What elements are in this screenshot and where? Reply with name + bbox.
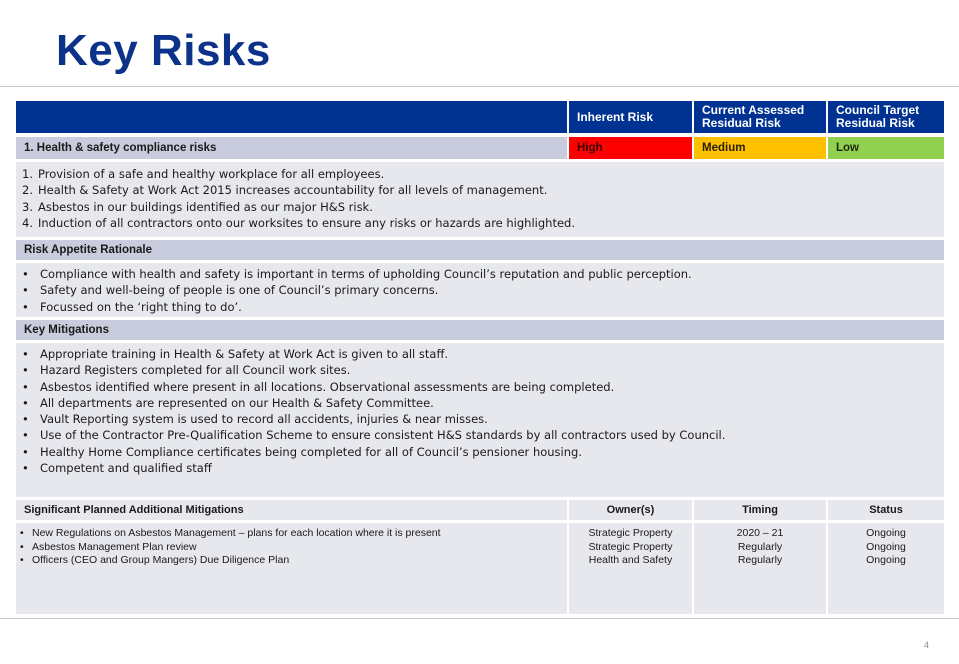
header-current-line2: Residual Risk (702, 116, 781, 130)
planned-heading-label: Significant Planned Additional Mitigations (24, 504, 244, 516)
mitigations-body (16, 343, 944, 497)
list-item: • Use of the Contractor Pre-Qualification Scheme to ensure consistent H&S standards by all contractors used by Council. (22, 428, 726, 443)
timing-value: Regularly (737, 540, 783, 553)
header-target-risk (828, 101, 944, 133)
footer-divider (0, 618, 959, 619)
timing-heading (694, 500, 826, 520)
list-item: 1. Provision of a safe and healthy workplace for all employees. (22, 167, 385, 181)
list-item: • Safety and well-being of people is one of Council’s primary concerns. (22, 283, 439, 298)
list-item: • Healthy Home Compliance certificates being completed for all of Council’s pensioner housing. (22, 444, 582, 459)
table-row: • Asbestos Management Plan review (20, 540, 197, 553)
status-value: Ongoing (866, 540, 906, 553)
list-item: • Compliance with health and safety is important in terms of upholding Council’s reputation and public perception. (22, 267, 692, 281)
risk-name (16, 137, 567, 159)
page-number: 4 (923, 640, 929, 650)
header-current-line1: Current Assessed (702, 103, 805, 117)
appetite-heading (16, 240, 944, 260)
list-item: • Appropriate training in Health & Safety at Work Act is given to all staff. (22, 347, 449, 361)
status-heading-label: Status (869, 504, 903, 516)
current-risk-value: Medium (702, 142, 746, 154)
planned-items-list (16, 527, 567, 568)
owner-value: Health and Safety (588, 554, 673, 566)
risk-name-label: 1. Health & safety compliance risks (24, 142, 217, 154)
status-value: Ongoing (866, 527, 906, 539)
description-list (16, 166, 944, 231)
mitigations-heading-label: Key Mitigations (24, 324, 109, 336)
list-item: 2. Health & Safety at Work Act 2015 increases accountability for all levels of management. (22, 183, 548, 198)
list-item: 4. Induction of all contractors onto our worksites to ensure any risks or hazards are highlighted. (22, 215, 575, 230)
header-blank-cell (16, 101, 567, 133)
mitigations-list (16, 346, 944, 476)
status-cell (828, 523, 944, 614)
timing-heading-label: Timing (742, 504, 778, 516)
risk-description (16, 162, 944, 237)
header-inherent-label: Inherent Risk (577, 109, 654, 124)
list-item: • Hazard Registers completed for all Council work sites. (22, 363, 351, 378)
owner-heading-label: Owner(s) (606, 504, 655, 516)
timing-value: 2020 – 21 (736, 527, 784, 539)
inherent-risk-value: High (577, 142, 603, 154)
mitigations-heading (16, 320, 944, 340)
header-target-line1: Council Target (836, 103, 920, 117)
list-item: • All departments are represented on our Health & Safety Committee. (22, 395, 434, 410)
status-value: Ongoing (866, 554, 906, 566)
planned-heading (16, 500, 567, 520)
owner-heading (569, 500, 692, 520)
owner-value: Strategic Property (588, 540, 673, 553)
current-risk-badge (694, 137, 826, 159)
planned-items-cell (16, 523, 567, 614)
header-inherent-risk (569, 101, 692, 133)
timing-value: Regularly (737, 554, 783, 566)
list-item: 3. Asbestos in our buildings identified as our major H&S risk. (22, 199, 373, 214)
list-item: • Vault Reporting system is used to record all accidents, injuries & near misses. (22, 412, 488, 427)
header-current-risk (694, 101, 826, 133)
appetite-heading-label: Risk Appetite Rationale (24, 244, 153, 256)
page-title: Key Risks (56, 26, 271, 75)
table-row: • New Regulations on Asbestos Management – plans for each location where it is present (20, 527, 441, 539)
target-risk-badge (828, 137, 944, 159)
appetite-body (16, 263, 944, 317)
inherent-risk-badge (569, 137, 692, 159)
list-item: • Asbestos identified where present in all locations. Observational assessments are being completed. (22, 379, 615, 394)
table-row: • Officers (CEO and Group Mangers) Due Diligence Plan (20, 554, 290, 566)
header-target-line2: Residual Risk (836, 116, 915, 130)
list-item: • Focussed on the ‘right thing to do’. (22, 299, 242, 314)
appetite-list (16, 266, 944, 315)
list-item: • Competent and qualified staff (22, 461, 212, 476)
owner-cell (569, 523, 692, 614)
target-risk-value: Low (836, 142, 859, 154)
status-heading (828, 500, 944, 520)
title-divider (0, 86, 959, 87)
owner-value: Strategic Property (588, 527, 673, 539)
timing-cell (694, 523, 826, 614)
